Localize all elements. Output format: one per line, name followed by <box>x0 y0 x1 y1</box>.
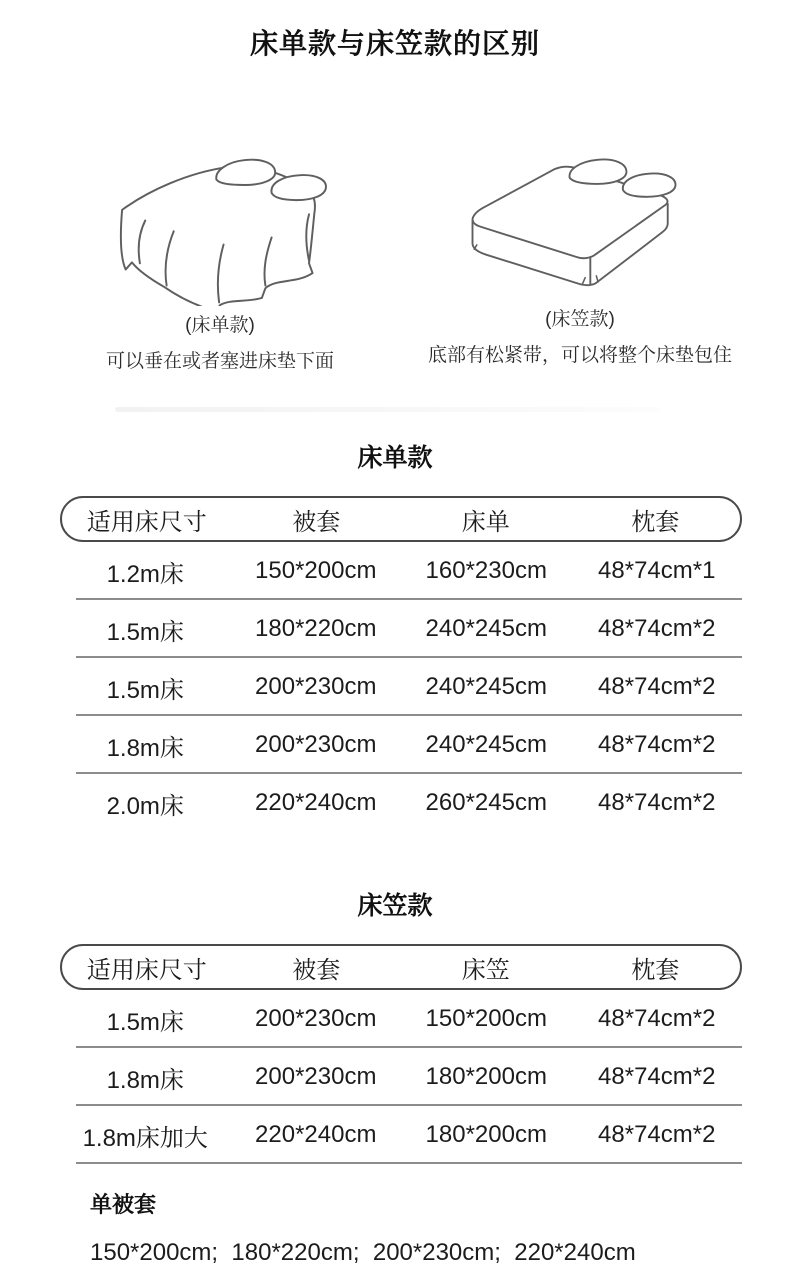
caption-fitted-sheet: (床笠款) <box>545 309 615 330</box>
table-cell: 2.0m床 <box>106 792 184 820</box>
table-cell: 160*230cm <box>425 557 547 584</box>
table-body <box>60 990 742 1164</box>
column-header: 枕套 <box>631 956 680 984</box>
table-header-row <box>60 944 742 990</box>
table-cell: 180*200cm <box>425 1063 547 1090</box>
bed-illustrations <box>0 128 790 373</box>
table-cell: 48*74cm*2 <box>598 673 716 700</box>
pillow-right <box>623 173 676 196</box>
column-header: 适用床尺寸 <box>86 956 207 984</box>
column-header: 被套 <box>292 956 341 984</box>
table-cell: 240*245cm <box>425 731 547 758</box>
pillow-left <box>216 160 275 185</box>
table-body <box>60 542 742 832</box>
section-fitted-sheet <box>0 886 790 1164</box>
faded-divider <box>115 407 660 412</box>
table-cell: 1.2m床 <box>106 560 184 588</box>
table-cell: 48*74cm*2 <box>598 615 716 642</box>
section-heading-fitted-sheet: 床笠款 <box>357 892 433 920</box>
column-header: 被套 <box>292 508 341 536</box>
table-row <box>60 716 742 774</box>
single-duvet-label: 单被套 <box>90 1192 157 1217</box>
table-cell: 150*200cm <box>255 557 377 584</box>
desc-fitted-sheet: 底部有松紧带，可以将整个床垫包住 <box>427 345 732 366</box>
table-cell: 1.5m床 <box>106 676 184 704</box>
table-cell: 1.8m床 <box>106 734 184 762</box>
table-row <box>60 990 742 1048</box>
caption-bed-sheet: (床单款) <box>185 315 255 336</box>
fitted-sheet-illustration <box>425 128 735 300</box>
table-cell: 1.8m床 <box>106 1066 184 1094</box>
table-cell: 48*74cm*2 <box>598 1063 716 1090</box>
table-row <box>60 542 742 600</box>
table-cell: 200*230cm <box>255 1005 377 1032</box>
section-bed-sheet <box>0 438 790 832</box>
table-row <box>60 1106 742 1164</box>
pillow-left <box>570 159 627 183</box>
figure-bed-sheet <box>55 128 385 373</box>
table-cell: 48*74cm*2 <box>598 731 716 758</box>
table-cell: 48*74cm*2 <box>598 789 716 816</box>
table-row <box>60 1048 742 1106</box>
page-title: 床单款与床笠款的区别 <box>249 28 540 59</box>
column-header: 适用床尺寸 <box>86 508 207 536</box>
table-cell: 1.8m床加大 <box>82 1124 208 1152</box>
single-duvet-sizes: 150*200cm; 180*220cm; 200*230cm; 220*240cm <box>90 1239 636 1266</box>
column-header: 枕套 <box>631 508 680 536</box>
table-cell: 48*74cm*2 <box>598 1121 716 1148</box>
table-row <box>60 600 742 658</box>
table-row <box>60 774 742 832</box>
size-table-bed-sheet <box>60 496 742 832</box>
size-table-fitted-sheet <box>60 944 742 1164</box>
mattress-drawing <box>473 159 676 285</box>
table-cell: 1.5m床 <box>106 618 184 646</box>
table-cell: 200*230cm <box>255 731 377 758</box>
figure-fitted-sheet <box>405 128 755 373</box>
bed-sheet-illustration <box>75 128 365 306</box>
table-header-row <box>60 496 742 542</box>
table-cell: 200*230cm <box>255 1063 377 1090</box>
desc-bed-sheet: 可以垂在或者塞进床垫下面 <box>105 351 334 372</box>
section-heading-bed-sheet: 床单款 <box>357 444 433 472</box>
table-cell: 48*74cm*2 <box>598 1005 716 1032</box>
table-cell: 240*245cm <box>425 615 547 642</box>
column-header: 床单 <box>461 508 510 536</box>
table-cell: 1.5m床 <box>106 1008 184 1036</box>
draped-sheet-drawing <box>121 160 326 306</box>
table-cell: 200*230cm <box>255 673 377 700</box>
table-row <box>60 658 742 716</box>
table-cell: 260*245cm <box>425 789 547 816</box>
table-cell: 180*200cm <box>425 1121 547 1148</box>
table-cell: 240*245cm <box>425 673 547 700</box>
table-cell: 150*200cm <box>425 1005 547 1032</box>
table-cell: 220*240cm <box>255 789 377 816</box>
table-cell: 48*74cm*1 <box>598 557 716 584</box>
table-cell: 220*240cm <box>255 1121 377 1148</box>
column-header: 床笠 <box>461 956 510 984</box>
table-cell: 180*220cm <box>255 615 377 642</box>
single-duvet-note <box>90 1188 790 1267</box>
